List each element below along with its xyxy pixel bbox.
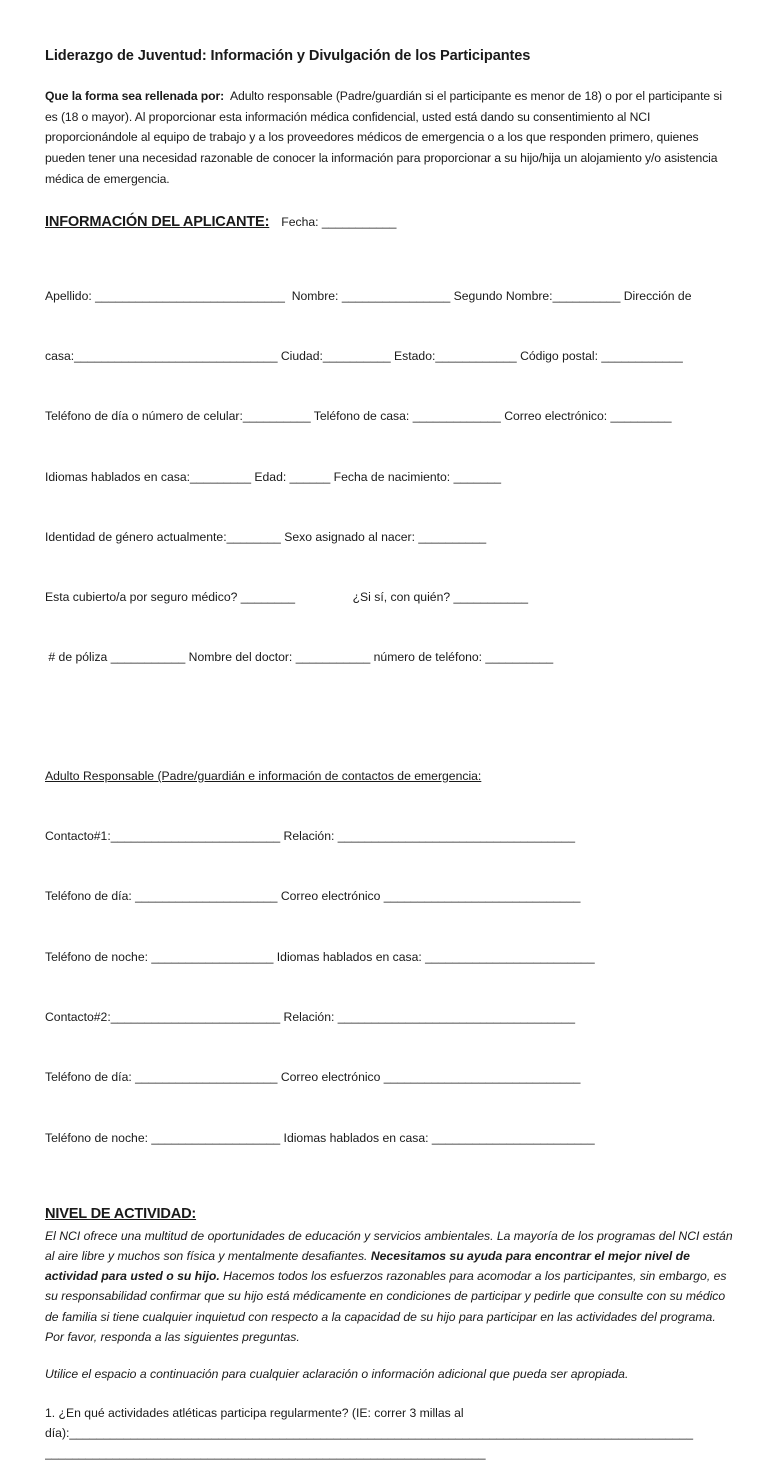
field-line-gender[interactable]: Identidad de género actualmente:________ Sexo asignado al nacer: __________ (45, 529, 487, 544)
field-line-phones[interactable]: Teléfono de día o número de celular:__________ Teléfono de casa: _____________ Correo electrónico: _________ (45, 409, 672, 424)
activity-header (45, 1206, 735, 1222)
contact2-phone-day[interactable]: Teléfono de día: _____________________ Correo electrónico _____________________________ (45, 1070, 581, 1085)
activity-paragraph (45, 1226, 735, 1347)
field-line-address[interactable]: casa:______________________________ Ciudad:__________ Estado:____________ Código postal: ____________ (45, 348, 683, 363)
question-1-answer-line-1[interactable]: día):____________________________________________________________________________________________ (45, 1426, 693, 1441)
applicant-fields (45, 246, 735, 1188)
intro-paragraph (45, 86, 735, 190)
contact2-line[interactable]: Contacto#2:_________________________ Relación: ___________________________________ (45, 1009, 575, 1024)
intro-label: Que la forma sea rellenada por: (45, 89, 225, 103)
field-line-policy[interactable]: # de póliza ___________ Nombre del doctor: ___________ número de teléfono: __________ (45, 650, 554, 665)
activity-text-2: Hacemos todos los esfuerzos razonables para acomodar a los participantes, sin embargo, es su responsabilidad confirmar que su hijo está médicamente en condiciones de participar y pedirle que consulte con su médico de familia si tiene cualquier inquietud con respecto a la capacidad de su hijo para participar en las actividades del programa. Por favor, responda a las siguientes preguntas. (45, 1269, 727, 1344)
field-line-languages[interactable]: Idiomas hablados en casa:_________ Edad: ______ Fecha de nacimiento: _______ (45, 469, 502, 484)
activity-heading: NIVEL DE ACTIVIDAD: (45, 1205, 197, 1222)
question-1 (45, 1403, 735, 1464)
contacts-heading: Adulto Responsable (Padre/guardián e información de contactos de emergencia: (45, 768, 482, 783)
spacer (45, 708, 735, 726)
contact1-phone-night[interactable]: Teléfono de noche: __________________ Idiomas hablados en casa: _________________________ (45, 949, 595, 964)
activity-text-1: El NCI ofrece una multitud de oportunidades de educación y servicios ambientales. La mayoría de los programas del NCI están al aire libre y muchos son física y mentalmente desafiantes. (45, 1228, 733, 1264)
field-line-name[interactable]: Apellido: ____________________________ Nombre: ________________ Segundo Nombre:__________ Dirección de (45, 288, 692, 303)
page-title: Liderazgo de Juventud: Información y Divulgación de los Participantes (45, 48, 531, 64)
question-1-answer-line-2[interactable]: _________________________________________________________________ (45, 1446, 486, 1461)
question-1-text: 1. ¿En qué actividades atléticas participa regularmente? (IE: correr 3 millas al (45, 1406, 464, 1421)
applicant-header (45, 214, 735, 230)
intro-text: Adulto responsable (Padre/guardián si el participante es menor de 18) o por el participante si es (18 o mayor). Al proporcionar esta información médica confidencial, usted está dando su consentimiento al NCI proporcionándole al equipo de trabajo y a los proveedores médicos de emergencia o a los que responden primero, quienes pueden tener una necesidad razonable de conocer la información para proporcionar a su hijo/hija un alojamiento y/o asistencia médica de emergencia. (45, 89, 722, 186)
date-field[interactable]: Fecha: ___________ (281, 214, 397, 229)
contact1-line[interactable]: Contacto#1:_________________________ Relación: ___________________________________ (45, 829, 575, 844)
clarification-note: Utilice el espacio a continuación para cualquier aclaración o información adicional que pueda ser apropiada. (45, 1367, 629, 1382)
activity-text-bold: Necesitamos su ayuda para encontrar el mejor nivel de actividad para usted o su hijo. (45, 1249, 690, 1284)
contact2-phone-night[interactable]: Teléfono de noche: ___________________ Idiomas hablados en casa: ________________________ (45, 1130, 595, 1145)
applicant-heading: INFORMACIÓN DEL APLICANTE: (45, 213, 270, 230)
form-page (45, 48, 735, 1464)
contact1-phone-day[interactable]: Teléfono de día: _____________________ Correo electrónico _____________________________ (45, 889, 581, 904)
field-line-insurance[interactable]: Esta cubierto/a por seguro médico? ________ ¿Si sí, con quién? ___________ (45, 590, 529, 605)
